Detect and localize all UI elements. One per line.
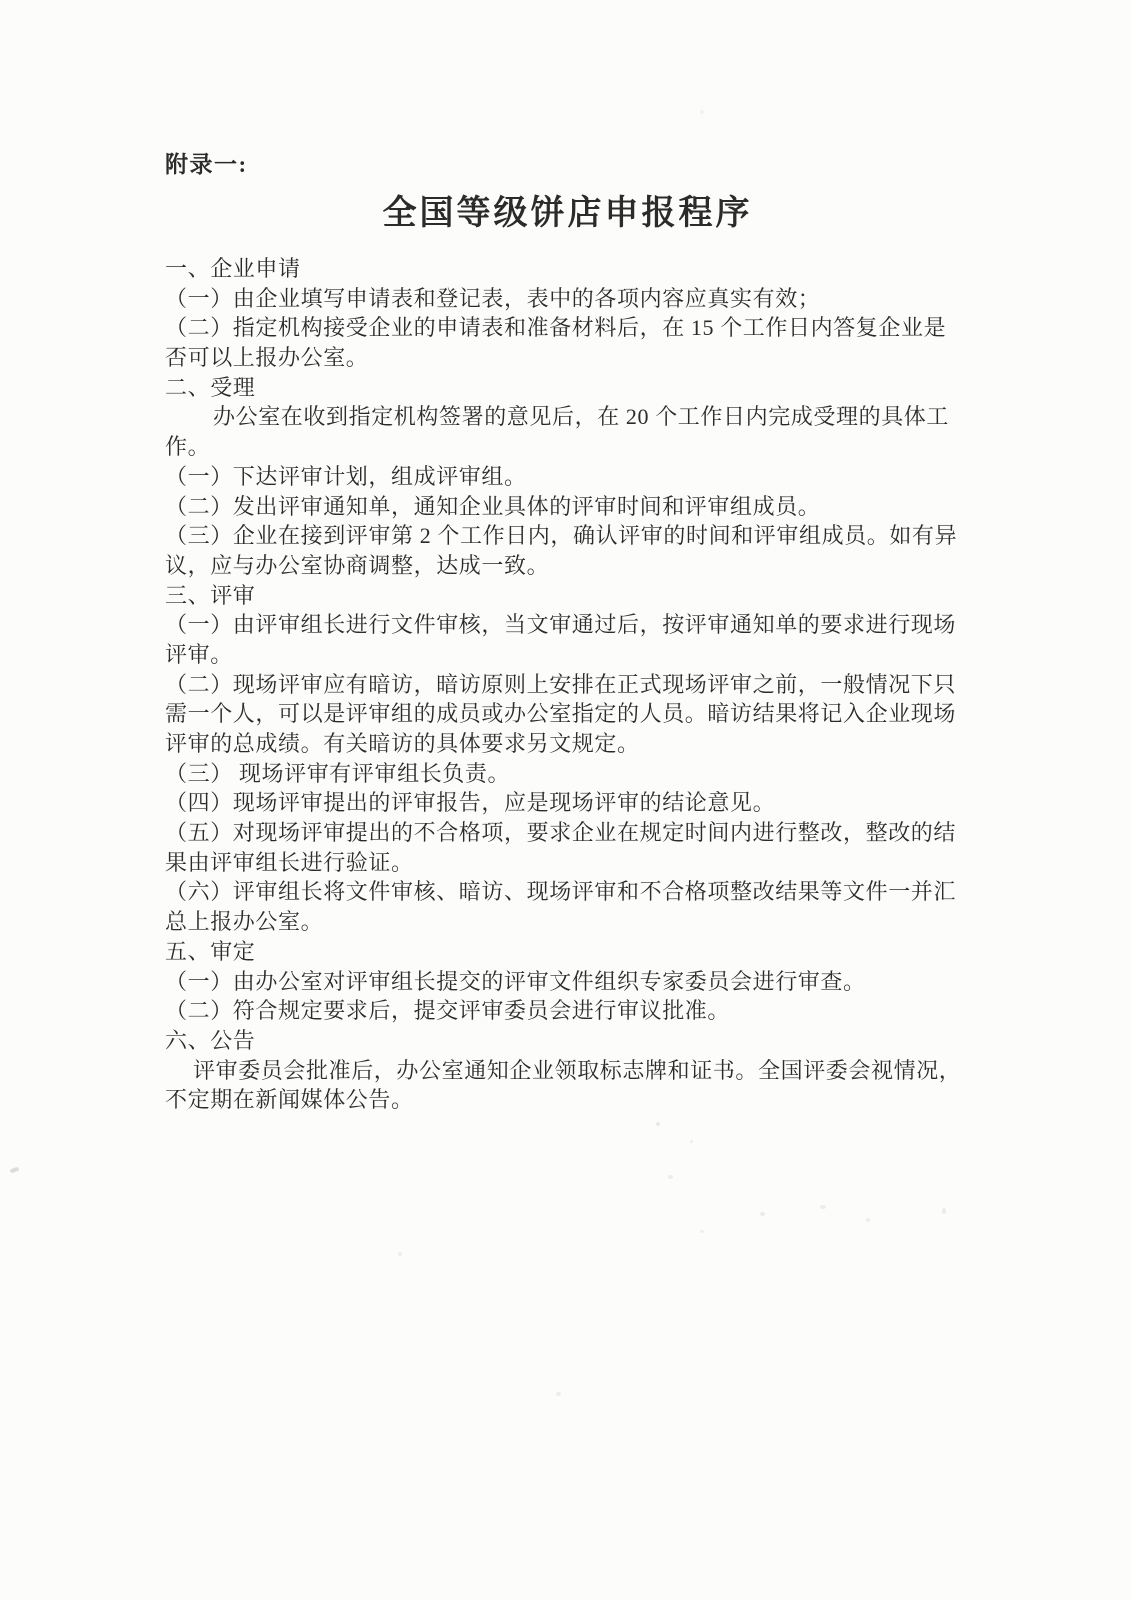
text-line-content: 否可以上报办公室。 (165, 345, 369, 371)
text-line-content: 办公室在收到指定机构签署的意见后，在 20 个工作日内完成受理的具体工 (213, 404, 950, 430)
text-line (165, 402, 970, 432)
text-line-content: （二）发出评审通知单，通知企业具体的评审时间和评审组成员。 (165, 493, 821, 519)
text-line-content: （一）由评审组长进行文件审核，当文审通过后，按评审通知单的要求进行现场 (165, 612, 957, 638)
scan-noise-speck (820, 1205, 826, 1209)
text-line-content: 议，应与办公室协商调整，达成一致。 (165, 552, 550, 578)
text-line (165, 877, 970, 907)
text-line (165, 551, 970, 581)
text-line (165, 937, 970, 967)
text-line (165, 699, 970, 729)
text-line-content: 评审。 (165, 641, 233, 667)
scan-noise-speck (398, 1252, 402, 1256)
text-line (165, 313, 970, 343)
text-line (165, 759, 970, 789)
text-line (165, 1026, 970, 1056)
scan-noise-speck (668, 1175, 673, 1179)
document-content (165, 150, 970, 1115)
text-line-content: 总上报办公室。 (165, 909, 324, 935)
scan-noise-speck (700, 110, 704, 114)
text-line-content: （一）由办公室对评审组长提交的评审文件组织专家委员会进行审查。 (165, 968, 866, 994)
text-line (165, 581, 970, 611)
text-line (165, 640, 970, 670)
text-line-content: （二）指定机构接受企业的申请表和准备材料后，在 15 个工作日内答复企业是 (165, 315, 947, 341)
text-line (165, 254, 970, 284)
scan-noise-speck (760, 1212, 765, 1216)
text-line-content: 作。 (165, 434, 211, 460)
text-line-content: 评审委员会批准后，办公室通知企业领取标志牌和证书。全国评委会视情况， (193, 1057, 962, 1083)
text-line-content: 五、审定 (165, 938, 256, 964)
text-line (165, 848, 970, 878)
text-line (165, 996, 970, 1026)
text-line (165, 462, 970, 492)
text-line (165, 907, 970, 937)
scan-noise-speck (10, 1167, 20, 1174)
text-line (165, 373, 970, 403)
text-line (165, 670, 970, 700)
page-title: 全国等级饼店申报程序 (382, 195, 753, 232)
text-line-content: 需一个人，可以是评审组的成员或办公室指定的人员。暗访结果将记入企业现场 (165, 701, 957, 727)
text-line (165, 610, 970, 640)
text-line-content: （二）符合规定要求后，提交评审委员会进行审议批准。 (165, 998, 731, 1024)
document-body (165, 254, 970, 1115)
text-line-content: （三）企业在接到评审第 2 个工作日内，确认评审的时间和评审组成员。如有异 (165, 523, 958, 549)
text-line (165, 788, 970, 818)
scan-noise-speck (656, 1122, 660, 1126)
scan-noise-speck (942, 1208, 946, 1214)
scan-noise-speck (556, 1392, 561, 1396)
text-line-content: 不定期在新闻媒体公告。 (165, 1087, 414, 1113)
text-line-content: 二、受理 (165, 374, 256, 400)
text-line-content: 评审的总成绩。有关暗访的具体要求另文规定。 (165, 731, 640, 756)
text-line (165, 818, 970, 848)
text-line-content: （六）评审组长将文件审核、暗访、现场评审和不合格项整改结果等文件一并汇 (165, 879, 957, 905)
text-line (165, 967, 970, 997)
text-line-content: （四）现场评审提出的评审报告，应是现场评审的结论意见。 (165, 790, 776, 816)
text-line (165, 521, 970, 551)
text-line-content: （五）对现场评审提出的不合格项，要求企业在规定时间内进行整改，整改的结 (165, 820, 957, 846)
scan-noise-speck (866, 1218, 870, 1222)
text-line-content: （三） 现场评审有评审组长负责。 (165, 760, 511, 786)
text-line-content: 果由评审组长进行验证。 (165, 849, 414, 875)
text-line (165, 1085, 970, 1115)
text-line-content: （一）下达评审计划，组成评审组。 (165, 463, 527, 489)
text-line-content: （二）现场评审应有暗访，暗访原则上安排在正式现场评审之前，一般情况下只 (165, 671, 957, 697)
text-line-content: 六、公告 (165, 1027, 256, 1053)
text-line (165, 492, 970, 522)
text-line (165, 343, 970, 373)
text-line (165, 284, 970, 314)
text-line-content: 三、评审 (165, 582, 256, 608)
text-line (165, 1056, 970, 1086)
scan-noise-speck (700, 1230, 704, 1233)
text-line-content: 一、企业申请 (165, 256, 301, 281)
text-line (165, 729, 970, 759)
text-line-content: （一）由企业填写申请表和登记表，表中的各项内容应真实有效； (165, 285, 821, 311)
text-line (165, 432, 970, 462)
appendix-label: 附录一: (165, 152, 248, 177)
scan-noise-speck (690, 1140, 693, 1143)
